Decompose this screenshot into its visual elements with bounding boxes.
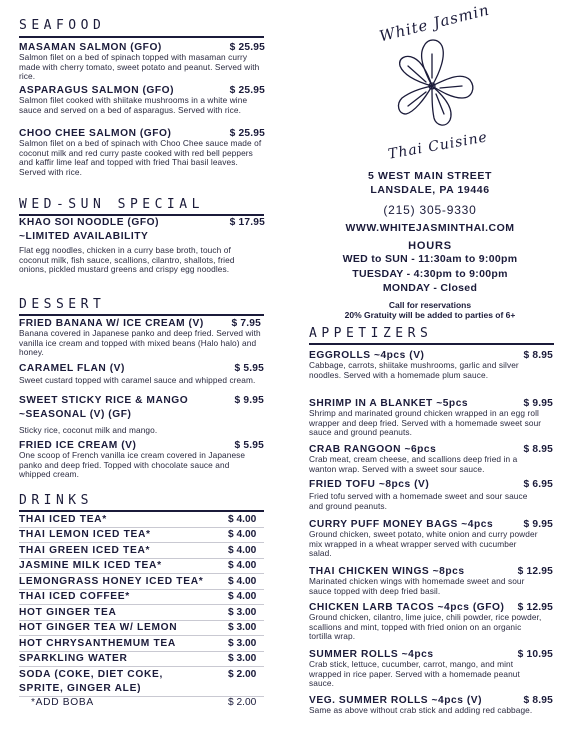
item-price: $ 8.95 xyxy=(523,350,553,361)
drink-name: HOT CHRYSANTHEMUM TEA xyxy=(19,638,176,649)
item-price: $ 25.95 xyxy=(229,128,265,139)
item-name: FRIED BANANA W/ ICE CREAM (V) xyxy=(19,318,204,329)
drink-name: LEMONGRASS HONEY ICED TEA* xyxy=(19,576,204,587)
drink-price: $ 3.00 xyxy=(228,622,257,633)
menu-item xyxy=(309,695,553,716)
drink-divider xyxy=(19,635,264,636)
item-name: KHAO SOI NOODLE (GFO) xyxy=(19,217,160,228)
drinks-title: DRINKS xyxy=(19,493,93,508)
item-price: $ 9.95 xyxy=(523,398,553,409)
logo-text-top: White Jasmin xyxy=(377,0,492,46)
drink-divider xyxy=(19,604,264,605)
item-name-line2: ~LIMITED AVAILABILITY xyxy=(19,231,149,242)
drink-divider xyxy=(19,666,264,667)
menu-item xyxy=(19,217,265,275)
menu-item xyxy=(309,519,553,559)
item-price: $ 9.95 xyxy=(234,395,264,406)
drink-divider xyxy=(19,542,264,543)
drink-price: $ 4.00 xyxy=(228,576,257,587)
item-price: $ 8.95 xyxy=(523,695,553,706)
dessert-title: DESSERT xyxy=(19,297,106,312)
item-description: Crab meat, cream cheese, and scallions deep fried in a wanton wrap. Served with a sweet sour sauce. xyxy=(309,454,518,474)
item-price: $ 6.95 xyxy=(523,479,553,490)
item-description: Crab stick, lettuce, cucumber, carrot, mango, and mint wrapped in rice paper. Served with a homemade peanut sauce. xyxy=(309,659,520,688)
menu-item xyxy=(19,395,265,436)
drink-divider xyxy=(19,527,264,528)
drink-price: $ 4.00 xyxy=(228,591,257,602)
drink-price: $ 4.00 xyxy=(228,529,257,540)
gratuity-note: 20% Gratuity will be added to parties of 6+ xyxy=(344,310,516,320)
drink-item xyxy=(19,697,264,712)
hours-line-2: TUESDAY - 4:30pm to 9:00pm xyxy=(352,268,508,280)
item-name: EGGROLLS ~4pcs (V) xyxy=(309,350,425,361)
item-description: Ground chicken, cilantro, lime juice, chili powder, rice powder, scallions and mint, topped with fried onion on an organic tortilla wrap. xyxy=(309,612,542,641)
item-price: $ 17.95 xyxy=(229,217,265,228)
item-description: Shrimp and marinated ground chicken wrapped in an egg roll wrapper and deep fried. Served with a homemade sweet sour sauce and ground peanuts. xyxy=(309,408,542,437)
menu-item xyxy=(19,318,265,358)
menu-item xyxy=(19,363,265,386)
drink-price: $ 4.00 xyxy=(228,545,257,556)
drink-price: $ 2.00 xyxy=(228,697,257,708)
item-description: Banana covered in Japanese panko and deep fried. Served with vanilla ice cream and topped with mixed beans (Halo halo) and honey. xyxy=(19,328,261,357)
menu-item xyxy=(309,649,553,689)
item-description: Same as above without crab stick and adding red cabbage. xyxy=(309,705,533,715)
website-link[interactable]: WWW.WHITEJASMINTHAI.COM xyxy=(345,222,515,234)
drink-divider xyxy=(19,589,264,590)
drink-name: JASMINE MILK ICED TEA* xyxy=(19,560,162,571)
item-price: $ 8.95 xyxy=(523,444,553,455)
menu-item xyxy=(309,350,553,380)
drink-name: HOT GINGER TEA W/ LEMON xyxy=(19,622,178,633)
item-name: THAI CHICKEN WINGS ~8pcs xyxy=(309,566,465,577)
hours-line-1: WED to SUN - 11:30am to 9:00pm xyxy=(342,253,518,265)
phone-number: (215) 305-9330 xyxy=(383,203,477,217)
drink-divider xyxy=(19,620,264,621)
item-name: FRIED ICE CREAM (V) xyxy=(19,440,137,451)
item-price: $ 12.95 xyxy=(517,602,553,613)
item-price: $ 12.95 xyxy=(517,566,553,577)
wedsun-rule xyxy=(19,214,264,216)
drink-divider xyxy=(19,573,264,574)
menu-item xyxy=(19,85,265,115)
item-name: ASPARAGUS SALMON (GFO) xyxy=(19,85,175,96)
item-price: $ 10.95 xyxy=(517,649,553,660)
drink-name: THAI ICED COFFEE* xyxy=(19,591,130,602)
menu-item xyxy=(309,444,553,474)
item-name: CURRY PUFF MONEY BAGS ~4pcs xyxy=(309,519,494,530)
drink-divider xyxy=(19,558,264,559)
drink-name: SPARKLING WATER xyxy=(19,653,128,664)
drink-divider xyxy=(19,651,264,652)
item-description: One scoop of French vanilla ice cream covered in Japanese panko and deep fried. Topped with chocolate sauce and whipped cream. xyxy=(19,450,246,479)
menu-item xyxy=(309,479,553,511)
item-name: FRIED TOFU ~8pcs (V) xyxy=(309,479,430,490)
item-name-line2: ~SEASONAL (V) (GF) xyxy=(19,409,132,420)
item-price: $ 7.95 xyxy=(231,318,261,329)
wedsun-title: WED-SUN SPECIAL xyxy=(19,197,204,212)
drink-name: THAI GREEN ICED TEA* xyxy=(19,545,151,556)
drink-name: SODA (COKE, DIET COKE, xyxy=(19,669,164,680)
menu-item xyxy=(19,128,265,177)
drink-name: THAI LEMON ICED TEA* xyxy=(19,529,151,540)
item-name: CARAMEL FLAN (V) xyxy=(19,363,125,374)
drink-price: $ 2.00 xyxy=(228,669,257,680)
item-name: MASAMAN SALMON (GFO) xyxy=(19,42,162,53)
item-description: Fried tofu served with a homemade sweet and sour sauce and ground peanuts. xyxy=(309,491,528,511)
item-price: $ 9.95 xyxy=(523,519,553,530)
hours-line-3: MONDAY - Closed xyxy=(382,282,478,294)
item-name: VEG. SUMMER ROLLS ~4pcs (V) xyxy=(309,695,483,706)
item-price: $ 25.95 xyxy=(229,85,265,96)
logo-text-bottom: Thai Cuisine xyxy=(386,129,490,163)
item-description: Sweet custard topped with caramel sauce and whipped cream. xyxy=(19,375,256,385)
item-description: Salmon filet cooked with shiitake mushrooms in a white wine sauce and served on a bed of asparagus. Served with rice. xyxy=(19,95,248,115)
appetizers-title: APPETIZERS xyxy=(309,326,433,341)
drink-item xyxy=(19,669,264,697)
menu-item xyxy=(19,440,265,480)
drink-price: $ 4.00 xyxy=(228,514,257,525)
item-description: Marinated chicken wings with homemade sweet and sour sauce topped with deep fried basil. xyxy=(309,576,525,596)
drink-name: *ADD BOBA xyxy=(31,697,94,708)
item-name: SWEET STICKY RICE & MANGO xyxy=(19,395,189,406)
address-line-1: 5 WEST MAIN STREET xyxy=(368,170,492,182)
drink-name: THAI ICED TEA* xyxy=(19,514,107,525)
item-description: Ground chicken, sweet potato, white onion and curry powder mix wrapped in a wheat wrapper served with cucumber salad. xyxy=(309,529,538,558)
menu-item xyxy=(19,42,265,82)
item-name: CRAB RANGOON ~6pcs xyxy=(309,444,437,455)
menu-item xyxy=(309,602,553,642)
dessert-rule xyxy=(19,314,264,316)
item-price: $ 5.95 xyxy=(234,363,264,374)
seafood-title: SEAFOOD xyxy=(19,18,106,33)
seafood-rule xyxy=(19,36,264,38)
drinks-rule xyxy=(19,510,264,512)
address-line-2: LANSDALE, PA 19446 xyxy=(370,184,490,196)
drink-name: HOT GINGER TEA xyxy=(19,607,117,618)
item-description: Flat egg noodles, chicken in a curry base broth, touch of coconut milk, fish sauce, scallions, cilantro, shallots, fried onions, pickled mustard greens and crispy egg noodles. xyxy=(19,245,235,274)
item-price: $ 5.95 xyxy=(234,440,264,451)
item-description: Salmon filet on a bed of spinach with Choo Chee sauce made of coconut milk and red curry paste cooked with red bell peppers and kaffir lime leaf and topped with fried Thai basil leaves. Served with rice. xyxy=(19,138,262,177)
restaurant-logo xyxy=(366,0,496,168)
item-name: SHRIMP IN A BLANKET ~5pcs xyxy=(309,398,469,409)
hours-title: HOURS xyxy=(408,240,452,252)
menu-item xyxy=(309,398,553,438)
drink-price: $ 3.00 xyxy=(228,653,257,664)
drink-price: $ 3.00 xyxy=(228,607,257,618)
menu-item xyxy=(309,566,553,596)
item-description: Salmon filet on a bed of spinach topped with masaman curry made with cherry tomato, sweet potato and peanut. Served with rice. xyxy=(19,52,260,81)
item-name: CHICKEN LARB TACOS ~4pcs (GFO) xyxy=(309,602,505,613)
item-name: SUMMER ROLLS ~4pcs xyxy=(309,649,434,660)
drink-name-line2: SPRITE, GINGER ALE) xyxy=(19,683,142,694)
item-description: Cabbage, carrots, shiitake mushrooms, garlic and silver noodles. Served with a homemade plum sauce. xyxy=(309,360,519,380)
reservation-note: Call for reservations xyxy=(388,300,472,310)
item-price: $ 25.95 xyxy=(229,42,265,53)
appetizers-rule xyxy=(309,343,554,345)
drink-price: $ 3.00 xyxy=(228,638,257,649)
item-description: Sticky rice, coconut milk and mango. xyxy=(19,425,158,435)
drink-price: $ 4.00 xyxy=(228,560,257,571)
item-name: CHOO CHEE SALMON (GFO) xyxy=(19,128,172,139)
